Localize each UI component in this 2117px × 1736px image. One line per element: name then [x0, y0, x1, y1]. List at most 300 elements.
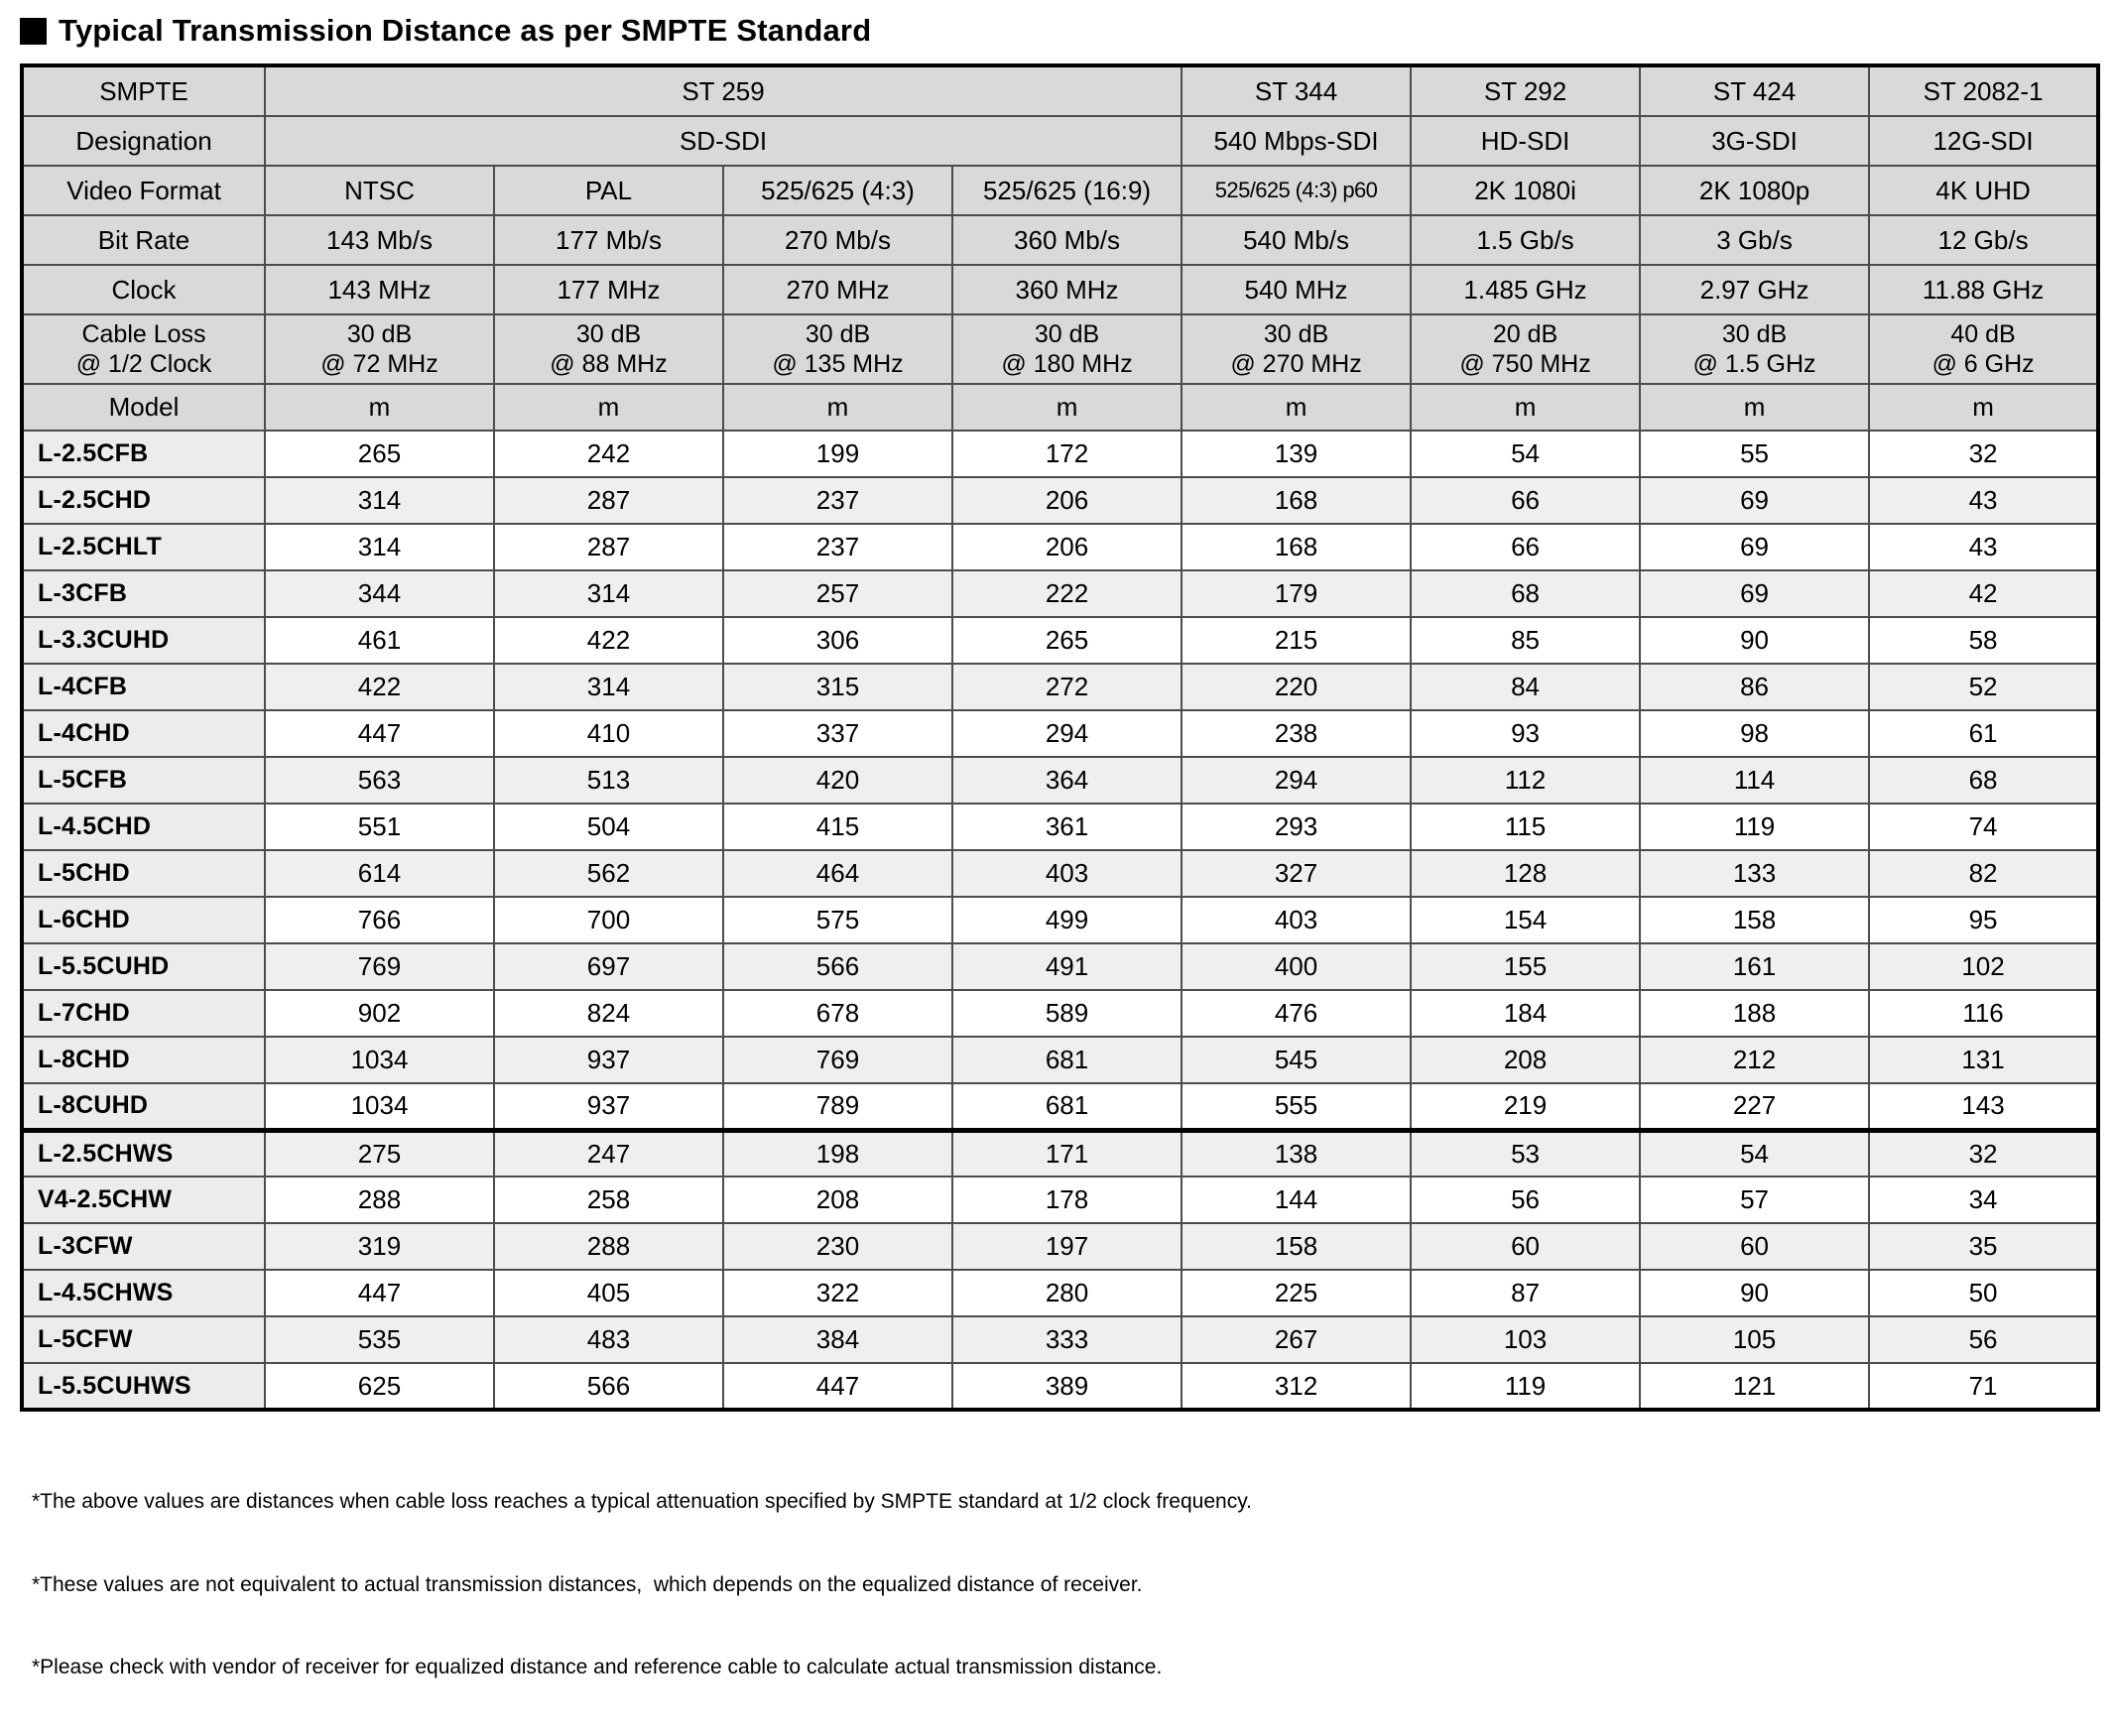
distance-value: 158	[1640, 897, 1869, 943]
table-row	[22, 1130, 2098, 1177]
unit-cell: m	[1411, 384, 1640, 431]
distance-value: 589	[952, 990, 1182, 1037]
distance-value: 483	[494, 1316, 723, 1363]
distance-value: 52	[1869, 664, 2098, 710]
distance-value: 681	[952, 1037, 1182, 1083]
clock-cell: 1.485 GHz	[1411, 265, 1640, 314]
clock-row	[22, 265, 2098, 314]
distance-value: 93	[1411, 710, 1640, 757]
designation-sd-sdi: SD-SDI	[265, 116, 1182, 166]
distance-value: 54	[1411, 431, 1640, 477]
distance-value: 405	[494, 1270, 723, 1316]
distance-value: 237	[723, 477, 952, 524]
distance-value: 769	[723, 1037, 952, 1083]
table-row	[22, 477, 2098, 524]
cable-loss-freq: @ 180 MHz	[1001, 350, 1133, 378]
unit-cell: m	[1640, 384, 1869, 431]
cable-loss-freq: @ 6 GHz	[1931, 350, 2035, 378]
distance-value: 242	[494, 431, 723, 477]
table-row	[22, 1270, 2098, 1316]
cable-loss-db: 30 dB	[346, 319, 413, 348]
distance-value: 227	[1640, 1083, 1869, 1130]
distance-value: 504	[494, 804, 723, 850]
table-row	[22, 524, 2098, 570]
distance-value: 206	[952, 477, 1182, 524]
distance-value: 937	[494, 1083, 723, 1130]
distance-value: 42	[1869, 570, 2098, 617]
video-format-cell: 4K UHD	[1869, 166, 2098, 215]
cable-loss-db: 30 dB	[805, 319, 871, 348]
page-title	[20, 10, 2117, 52]
smpte-standard-row	[22, 65, 2098, 116]
distance-value: 447	[723, 1363, 952, 1410]
model-name: L-7CHD	[22, 990, 265, 1037]
distance-value: 74	[1869, 804, 2098, 850]
model-name: L-3.3CUHD	[22, 617, 265, 664]
model-name: L-5.5CUHD	[22, 943, 265, 990]
model-name: L-5CFW	[22, 1316, 265, 1363]
distance-value: 60	[1640, 1223, 1869, 1270]
distance-value: 327	[1182, 850, 1411, 897]
distance-value: 491	[952, 943, 1182, 990]
video-format-cell: 525/625 (4:3)	[723, 166, 952, 215]
distance-value: 415	[723, 804, 952, 850]
distance-value: 68	[1869, 757, 2098, 804]
distance-value: 105	[1640, 1316, 1869, 1363]
transmission-distance-table	[20, 63, 2100, 1412]
bit-rate-cell: 1.5 Gb/s	[1411, 215, 1640, 265]
distance-value: 447	[265, 1270, 494, 1316]
distance-value: 56	[1869, 1316, 2098, 1363]
table-row	[22, 804, 2098, 850]
distance-value: 403	[1182, 897, 1411, 943]
distance-value: 98	[1640, 710, 1869, 757]
cable-loss-cell	[1411, 314, 1640, 384]
distance-value: 314	[494, 570, 723, 617]
distance-value: 678	[723, 990, 952, 1037]
bit-rate-cell: 270 Mb/s	[723, 215, 952, 265]
distance-value: 90	[1640, 617, 1869, 664]
model-name: L-2.5CFB	[22, 431, 265, 477]
distance-value: 43	[1869, 524, 2098, 570]
distance-value: 384	[723, 1316, 952, 1363]
model-name: L-4.5CHD	[22, 804, 265, 850]
model-name: L-2.5CHWS	[22, 1130, 265, 1177]
distance-value: 410	[494, 710, 723, 757]
smpte-st2082-1: ST 2082-1	[1869, 65, 2098, 116]
video-format-cell: 2K 1080p	[1640, 166, 1869, 215]
distance-value: 545	[1182, 1037, 1411, 1083]
distance-value: 464	[723, 850, 952, 897]
distance-value: 112	[1411, 757, 1640, 804]
distance-value: 119	[1411, 1363, 1640, 1410]
distance-value: 319	[265, 1223, 494, 1270]
distance-value: 71	[1869, 1363, 2098, 1410]
cable-loss-freq: @ 1.5 GHz	[1692, 350, 1816, 378]
distance-value: 766	[265, 897, 494, 943]
distance-value: 420	[723, 757, 952, 804]
row-label-clock: Clock	[22, 265, 265, 314]
distance-value: 139	[1182, 431, 1411, 477]
distance-value: 337	[723, 710, 952, 757]
cable-loss-db: 30 dB	[575, 319, 642, 348]
designation-12g-sdi: 12G-SDI	[1869, 116, 2098, 166]
model-name: L-3CFW	[22, 1223, 265, 1270]
distance-value: 247	[494, 1130, 723, 1177]
designation-row	[22, 116, 2098, 166]
row-label-smpte: SMPTE	[22, 65, 265, 116]
cable-loss-cell	[265, 314, 494, 384]
distance-value: 361	[952, 804, 1182, 850]
distance-value: 197	[952, 1223, 1182, 1270]
distance-value: 287	[494, 477, 723, 524]
distance-value: 566	[723, 943, 952, 990]
distance-value: 138	[1182, 1130, 1411, 1177]
distance-value: 56	[1411, 1177, 1640, 1223]
cable-loss-cell	[723, 314, 952, 384]
cable-loss-db: 40 dB	[1950, 319, 2016, 348]
distance-value: 306	[723, 617, 952, 664]
distance-value: 220	[1182, 664, 1411, 710]
distance-value: 95	[1869, 897, 2098, 943]
model-name: L-6CHD	[22, 897, 265, 943]
distance-value: 69	[1640, 477, 1869, 524]
distance-value: 789	[723, 1083, 952, 1130]
distance-value: 681	[952, 1083, 1182, 1130]
distance-value: 294	[952, 710, 1182, 757]
distance-value: 461	[265, 617, 494, 664]
distance-value: 184	[1411, 990, 1640, 1037]
distance-value: 1034	[265, 1083, 494, 1130]
model-name: L-8CUHD	[22, 1083, 265, 1130]
distance-value: 322	[723, 1270, 952, 1316]
model-name: L-4CHD	[22, 710, 265, 757]
distance-value: 102	[1869, 943, 2098, 990]
cable-loss-cell	[1640, 314, 1869, 384]
distance-value: 315	[723, 664, 952, 710]
distance-value: 155	[1411, 943, 1640, 990]
designation-hd-sdi: HD-SDI	[1411, 116, 1640, 166]
cable-loss-row	[22, 314, 2098, 384]
row-label-model: Model	[22, 384, 265, 431]
distance-value: 225	[1182, 1270, 1411, 1316]
distance-value: 43	[1869, 477, 2098, 524]
distance-value: 119	[1640, 804, 1869, 850]
row-label-bit-rate: Bit Rate	[22, 215, 265, 265]
bit-rate-cell: 3 Gb/s	[1640, 215, 1869, 265]
video-format-cell: NTSC	[265, 166, 494, 215]
row-label-cable-loss	[22, 314, 265, 384]
unit-cell: m	[723, 384, 952, 431]
distance-value: 333	[952, 1316, 1182, 1363]
distance-value: 60	[1411, 1223, 1640, 1270]
footnote: *These values are not equivalent to actual transmission distances, which depends on the equalized distance of receiver.	[32, 1572, 1143, 1596]
distance-value: 563	[265, 757, 494, 804]
cable-loss-cell	[952, 314, 1182, 384]
distance-value: 171	[952, 1130, 1182, 1177]
model-name: L-5CHD	[22, 850, 265, 897]
video-format-cell: 525/625 (4:3) p60	[1182, 166, 1411, 215]
distance-value: 168	[1182, 524, 1411, 570]
distance-value: 403	[952, 850, 1182, 897]
distance-value: 272	[952, 664, 1182, 710]
cable-loss-freq: @ 88 MHz	[550, 350, 668, 378]
distance-value: 238	[1182, 710, 1411, 757]
distance-value: 697	[494, 943, 723, 990]
cable-loss-freq: @ 750 MHz	[1459, 350, 1591, 378]
page	[0, 10, 2117, 1678]
distance-value: 312	[1182, 1363, 1411, 1410]
distance-value: 116	[1869, 990, 2098, 1037]
distance-value: 179	[1182, 570, 1411, 617]
table-row	[22, 570, 2098, 617]
distance-value: 133	[1640, 850, 1869, 897]
distance-value: 293	[1182, 804, 1411, 850]
distance-value: 199	[723, 431, 952, 477]
distance-value: 34	[1869, 1177, 2098, 1223]
distance-value: 222	[952, 570, 1182, 617]
table-row	[22, 1223, 2098, 1270]
video-format-cell: 2K 1080i	[1411, 166, 1640, 215]
distance-value: 344	[265, 570, 494, 617]
table-row	[22, 850, 2098, 897]
distance-value: 50	[1869, 1270, 2098, 1316]
unit-cell: m	[494, 384, 723, 431]
table-row	[22, 431, 2098, 477]
video-format-cell: 525/625 (16:9)	[952, 166, 1182, 215]
distance-value: 447	[265, 710, 494, 757]
distance-value: 476	[1182, 990, 1411, 1037]
model-name: V4-2.5CHW	[22, 1177, 265, 1223]
distance-value: 158	[1182, 1223, 1411, 1270]
bit-rate-cell: 143 Mb/s	[265, 215, 494, 265]
distance-value: 32	[1869, 431, 2098, 477]
bit-rate-cell: 12 Gb/s	[1869, 215, 2098, 265]
model-name: L-2.5CHD	[22, 477, 265, 524]
clock-cell: 177 MHz	[494, 265, 723, 314]
distance-value: 287	[494, 524, 723, 570]
distance-value: 115	[1411, 804, 1640, 850]
smpte-st259: ST 259	[265, 65, 1182, 116]
table-row	[22, 943, 2098, 990]
distance-value: 700	[494, 897, 723, 943]
footnotes	[32, 1433, 2117, 1736]
distance-value: 68	[1411, 570, 1640, 617]
table-row	[22, 664, 2098, 710]
distance-value: 144	[1182, 1177, 1411, 1223]
distance-value: 562	[494, 850, 723, 897]
cable-loss-db: 20 dB	[1492, 319, 1558, 348]
model-name: L-5.5CUHWS	[22, 1363, 265, 1410]
distance-value: 58	[1869, 617, 2098, 664]
table-row	[22, 1083, 2098, 1130]
distance-value: 212	[1640, 1037, 1869, 1083]
distance-value: 90	[1640, 1270, 1869, 1316]
bit-rate-cell: 177 Mb/s	[494, 215, 723, 265]
distance-value: 208	[723, 1177, 952, 1223]
distance-value: 265	[952, 617, 1182, 664]
distance-value: 84	[1411, 664, 1640, 710]
cable-loss-db: 30 dB	[1263, 319, 1329, 348]
distance-value: 161	[1640, 943, 1869, 990]
distance-value: 215	[1182, 617, 1411, 664]
distance-value: 172	[952, 431, 1182, 477]
cable-loss-freq: @ 72 MHz	[320, 350, 438, 378]
bit-rate-row	[22, 215, 2098, 265]
model-name: L-4.5CHWS	[22, 1270, 265, 1316]
distance-value: 69	[1640, 570, 1869, 617]
bit-rate-cell: 540 Mb/s	[1182, 215, 1411, 265]
table-row	[22, 1316, 2098, 1363]
distance-value: 937	[494, 1037, 723, 1083]
distance-value: 400	[1182, 943, 1411, 990]
bit-rate-cell: 360 Mb/s	[952, 215, 1182, 265]
distance-value: 61	[1869, 710, 2098, 757]
distance-value: 288	[265, 1177, 494, 1223]
distance-value: 82	[1869, 850, 2098, 897]
distance-value: 198	[723, 1130, 952, 1177]
distance-value: 55	[1640, 431, 1869, 477]
distance-value: 422	[494, 617, 723, 664]
distance-value: 280	[952, 1270, 1182, 1316]
distance-value: 902	[265, 990, 494, 1037]
distance-value: 551	[265, 804, 494, 850]
table-row	[22, 897, 2098, 943]
unit-cell: m	[265, 384, 494, 431]
distance-value: 53	[1411, 1130, 1640, 1177]
cable-loss-db: 30 dB	[1721, 319, 1788, 348]
distance-value: 267	[1182, 1316, 1411, 1363]
clock-cell: 143 MHz	[265, 265, 494, 314]
cable-loss-cell	[1182, 314, 1411, 384]
distance-value: 555	[1182, 1083, 1411, 1130]
distance-value: 535	[265, 1316, 494, 1363]
distance-value: 168	[1182, 477, 1411, 524]
cable-loss-label-line2: @ 1/2 Clock	[75, 350, 212, 378]
distance-value: 206	[952, 524, 1182, 570]
distance-value: 625	[265, 1363, 494, 1410]
clock-cell: 360 MHz	[952, 265, 1182, 314]
unit-cell: m	[952, 384, 1182, 431]
model-unit-row	[22, 384, 2098, 431]
table-row	[22, 710, 2098, 757]
distance-value: 188	[1640, 990, 1869, 1037]
row-label-designation: Designation	[22, 116, 265, 166]
distance-value: 499	[952, 897, 1182, 943]
smpte-st344: ST 344	[1182, 65, 1411, 116]
cable-loss-freq: @ 270 MHz	[1230, 350, 1362, 378]
clock-cell: 540 MHz	[1182, 265, 1411, 314]
distance-value: 614	[265, 850, 494, 897]
distance-value: 769	[265, 943, 494, 990]
distance-value: 143	[1869, 1083, 2098, 1130]
page-title-text: Typical Transmission Distance as per SMPTE Standard	[59, 13, 872, 48]
table-row	[22, 617, 2098, 664]
cable-loss-db: 30 dB	[1034, 319, 1100, 348]
distance-value: 219	[1411, 1083, 1640, 1130]
distance-value: 575	[723, 897, 952, 943]
distance-value: 364	[952, 757, 1182, 804]
table-row	[22, 990, 2098, 1037]
footnote: *Please check with vendor of receiver for equalized distance and reference cable to calculate actual transmission distance.	[32, 1655, 1163, 1678]
distance-value: 422	[265, 664, 494, 710]
unit-cell: m	[1869, 384, 2098, 431]
distance-value: 513	[494, 757, 723, 804]
row-label-video-format: Video Format	[22, 166, 265, 215]
distance-value: 69	[1640, 524, 1869, 570]
distance-value: 87	[1411, 1270, 1640, 1316]
distance-value: 1034	[265, 1037, 494, 1083]
distance-value: 128	[1411, 850, 1640, 897]
distance-value: 314	[494, 664, 723, 710]
smpte-st292: ST 292	[1411, 65, 1640, 116]
cable-loss-cell	[1869, 314, 2098, 384]
distance-value: 824	[494, 990, 723, 1037]
distance-value: 257	[723, 570, 952, 617]
distance-value: 389	[952, 1363, 1182, 1410]
distance-value: 237	[723, 524, 952, 570]
distance-value: 178	[952, 1177, 1182, 1223]
clock-cell: 11.88 GHz	[1869, 265, 2098, 314]
cable-loss-label-line1: Cable Loss	[81, 319, 206, 348]
footnote: *The above values are distances when cable loss reaches a typical attenuation specified by SMPTE standard at 1/2 clock frequency.	[32, 1490, 1252, 1514]
distance-value: 258	[494, 1177, 723, 1223]
distance-value: 35	[1869, 1223, 2098, 1270]
distance-value: 85	[1411, 617, 1640, 664]
distance-value: 66	[1411, 477, 1640, 524]
distance-value: 154	[1411, 897, 1640, 943]
distance-value: 131	[1869, 1037, 2098, 1083]
table-body	[22, 431, 2098, 1410]
distance-value: 314	[265, 477, 494, 524]
video-format-cell: PAL	[494, 166, 723, 215]
cable-loss-freq: @ 135 MHz	[772, 350, 904, 378]
model-name: L-2.5CHLT	[22, 524, 265, 570]
distance-value: 121	[1640, 1363, 1869, 1410]
cable-loss-cell	[494, 314, 723, 384]
title-square-icon	[20, 18, 47, 45]
distance-value: 265	[265, 431, 494, 477]
distance-value: 314	[265, 524, 494, 570]
distance-value: 114	[1640, 757, 1869, 804]
designation-540mbps-sdi: 540 Mbps-SDI	[1182, 116, 1411, 166]
model-name: L-5CFB	[22, 757, 265, 804]
clock-cell: 2.97 GHz	[1640, 265, 1869, 314]
distance-value: 32	[1869, 1130, 2098, 1177]
table-row	[22, 1037, 2098, 1083]
model-name: L-8CHD	[22, 1037, 265, 1083]
distance-value: 54	[1640, 1130, 1869, 1177]
model-name: L-3CFB	[22, 570, 265, 617]
distance-value: 208	[1411, 1037, 1640, 1083]
designation-3g-sdi: 3G-SDI	[1640, 116, 1869, 166]
distance-value: 275	[265, 1130, 494, 1177]
clock-cell: 270 MHz	[723, 265, 952, 314]
model-name: L-4CFB	[22, 664, 265, 710]
distance-value: 288	[494, 1223, 723, 1270]
smpte-st424: ST 424	[1640, 65, 1869, 116]
video-format-row	[22, 166, 2098, 215]
distance-value: 57	[1640, 1177, 1869, 1223]
distance-value: 566	[494, 1363, 723, 1410]
distance-value: 86	[1640, 664, 1869, 710]
distance-value: 230	[723, 1223, 952, 1270]
distance-value: 294	[1182, 757, 1411, 804]
table-row	[22, 1363, 2098, 1410]
distance-value: 66	[1411, 524, 1640, 570]
table-row	[22, 757, 2098, 804]
distance-value: 103	[1411, 1316, 1640, 1363]
